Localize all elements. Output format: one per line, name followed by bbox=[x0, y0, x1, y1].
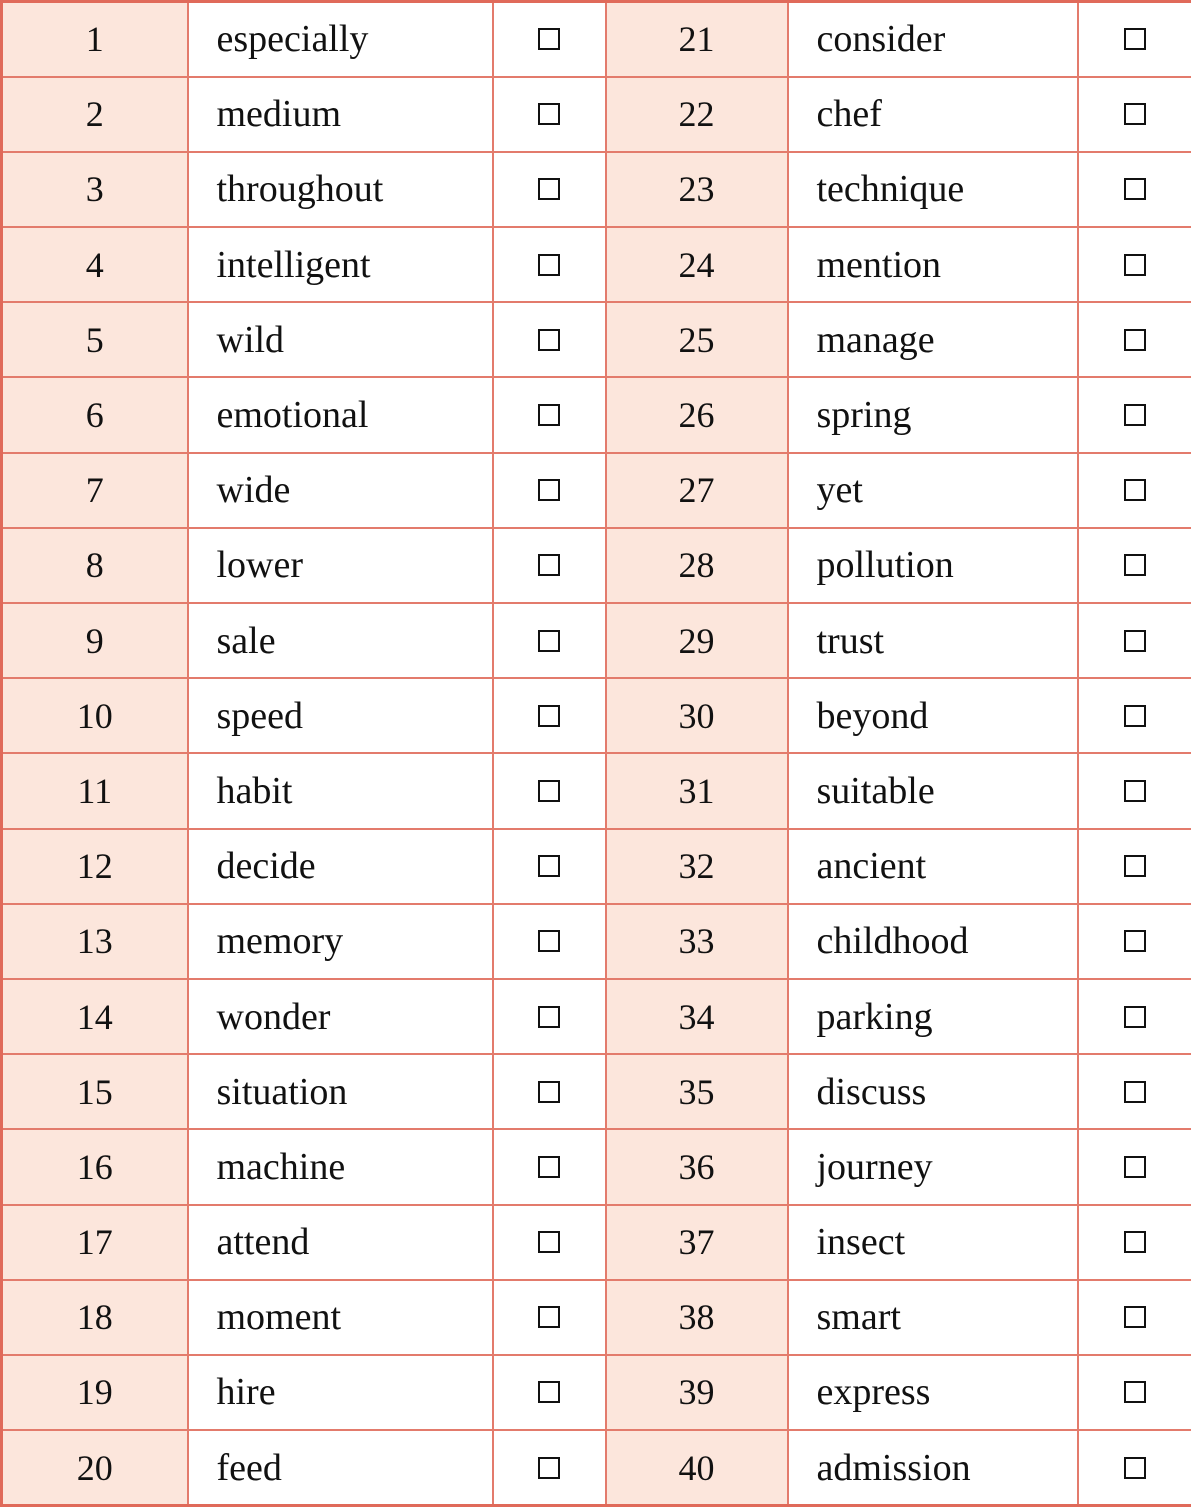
word-number: 15 bbox=[2, 1054, 188, 1129]
empty-square-icon[interactable] bbox=[1124, 254, 1146, 276]
vocabulary-word: habit bbox=[188, 753, 493, 828]
empty-square-icon[interactable] bbox=[1124, 705, 1146, 727]
word-number: 1 bbox=[2, 2, 188, 77]
empty-square-icon[interactable] bbox=[1124, 1306, 1146, 1328]
word-number: 31 bbox=[606, 753, 788, 828]
empty-square-icon[interactable] bbox=[1124, 1457, 1146, 1479]
word-number: 27 bbox=[606, 453, 788, 528]
table-row bbox=[2, 1280, 1191, 1355]
empty-square-icon[interactable] bbox=[538, 28, 560, 50]
checkbox-cell bbox=[493, 152, 606, 227]
vocabulary-word: wild bbox=[188, 302, 493, 377]
word-number: 26 bbox=[606, 377, 788, 452]
empty-square-icon[interactable] bbox=[1124, 1006, 1146, 1028]
word-number: 25 bbox=[606, 302, 788, 377]
word-number: 6 bbox=[2, 377, 188, 452]
vocabulary-word: express bbox=[788, 1355, 1078, 1430]
table-row bbox=[2, 377, 1191, 452]
vocabulary-word: throughout bbox=[188, 152, 493, 227]
word-number: 21 bbox=[606, 2, 788, 77]
empty-square-icon[interactable] bbox=[538, 1081, 560, 1103]
empty-square-icon[interactable] bbox=[538, 103, 560, 125]
table-row bbox=[2, 1054, 1191, 1129]
vocabulary-word: especially bbox=[188, 2, 493, 77]
empty-square-icon[interactable] bbox=[538, 855, 560, 877]
table-row bbox=[2, 528, 1191, 603]
word-number: 16 bbox=[2, 1129, 188, 1204]
empty-square-icon[interactable] bbox=[1124, 103, 1146, 125]
empty-square-icon[interactable] bbox=[538, 1457, 560, 1479]
checkbox-cell bbox=[1078, 302, 1191, 377]
empty-square-icon[interactable] bbox=[1124, 1231, 1146, 1253]
checkbox-cell bbox=[1078, 1280, 1191, 1355]
empty-square-icon[interactable] bbox=[1124, 479, 1146, 501]
table-row bbox=[2, 152, 1191, 227]
vocabulary-word: technique bbox=[788, 152, 1078, 227]
checkbox-cell bbox=[1078, 1129, 1191, 1204]
table-row bbox=[2, 753, 1191, 828]
vocabulary-word: emotional bbox=[188, 377, 493, 452]
checkbox-cell bbox=[1078, 528, 1191, 603]
checkbox-cell bbox=[493, 678, 606, 753]
vocabulary-table-body bbox=[2, 2, 1191, 1506]
vocabulary-word: hire bbox=[188, 1355, 493, 1430]
word-number: 22 bbox=[606, 77, 788, 152]
vocabulary-word: memory bbox=[188, 904, 493, 979]
empty-square-icon[interactable] bbox=[1124, 329, 1146, 351]
checkbox-cell bbox=[493, 77, 606, 152]
table-row bbox=[2, 1205, 1191, 1280]
empty-square-icon[interactable] bbox=[538, 479, 560, 501]
vocabulary-word: medium bbox=[188, 77, 493, 152]
vocabulary-word: wonder bbox=[188, 979, 493, 1054]
checkbox-cell bbox=[493, 1430, 606, 1505]
checkbox-cell bbox=[1078, 829, 1191, 904]
word-number: 19 bbox=[2, 1355, 188, 1430]
word-number: 38 bbox=[606, 1280, 788, 1355]
empty-square-icon[interactable] bbox=[1124, 1081, 1146, 1103]
checkbox-cell bbox=[493, 1205, 606, 1280]
checkbox-cell bbox=[1078, 603, 1191, 678]
word-number: 4 bbox=[2, 227, 188, 302]
word-number: 17 bbox=[2, 1205, 188, 1280]
table-row bbox=[2, 904, 1191, 979]
word-number: 24 bbox=[606, 227, 788, 302]
checkbox-cell bbox=[493, 1129, 606, 1204]
empty-square-icon[interactable] bbox=[538, 404, 560, 426]
word-number: 14 bbox=[2, 979, 188, 1054]
empty-square-icon[interactable] bbox=[538, 554, 560, 576]
empty-square-icon[interactable] bbox=[538, 1231, 560, 1253]
vocabulary-word: journey bbox=[788, 1129, 1078, 1204]
word-number: 28 bbox=[606, 528, 788, 603]
empty-square-icon[interactable] bbox=[538, 254, 560, 276]
checkbox-cell bbox=[493, 2, 606, 77]
checkbox-cell bbox=[493, 528, 606, 603]
checkbox-cell bbox=[1078, 1430, 1191, 1505]
vocabulary-word: wide bbox=[188, 453, 493, 528]
empty-square-icon[interactable] bbox=[538, 930, 560, 952]
table-row bbox=[2, 829, 1191, 904]
checkbox-cell bbox=[1078, 979, 1191, 1054]
vocabulary-word: ancient bbox=[788, 829, 1078, 904]
word-number: 29 bbox=[606, 603, 788, 678]
vocabulary-word: discuss bbox=[788, 1054, 1078, 1129]
checkbox-cell bbox=[1078, 904, 1191, 979]
vocabulary-word: insect bbox=[788, 1205, 1078, 1280]
checkbox-cell bbox=[1078, 1355, 1191, 1430]
checkbox-cell bbox=[493, 453, 606, 528]
vocabulary-word: attend bbox=[188, 1205, 493, 1280]
vocabulary-word: admission bbox=[788, 1430, 1078, 1505]
vocabulary-word: sale bbox=[188, 603, 493, 678]
checkbox-cell bbox=[1078, 377, 1191, 452]
word-number: 23 bbox=[606, 152, 788, 227]
vocabulary-word: childhood bbox=[788, 904, 1078, 979]
empty-square-icon[interactable] bbox=[1124, 404, 1146, 426]
word-number: 7 bbox=[2, 453, 188, 528]
vocabulary-word: suitable bbox=[788, 753, 1078, 828]
word-number: 10 bbox=[2, 678, 188, 753]
empty-square-icon[interactable] bbox=[538, 1306, 560, 1328]
vocabulary-word: moment bbox=[188, 1280, 493, 1355]
vocabulary-word: pollution bbox=[788, 528, 1078, 603]
table-row bbox=[2, 979, 1191, 1054]
word-number: 9 bbox=[2, 603, 188, 678]
vocabulary-word: machine bbox=[188, 1129, 493, 1204]
word-number: 39 bbox=[606, 1355, 788, 1430]
checkbox-cell bbox=[1078, 2, 1191, 77]
empty-square-icon[interactable] bbox=[1124, 855, 1146, 877]
empty-square-icon[interactable] bbox=[538, 780, 560, 802]
checkbox-cell bbox=[493, 904, 606, 979]
word-number: 5 bbox=[2, 302, 188, 377]
word-number: 35 bbox=[606, 1054, 788, 1129]
empty-square-icon[interactable] bbox=[538, 1156, 560, 1178]
checkbox-cell bbox=[493, 1054, 606, 1129]
vocabulary-word: spring bbox=[788, 377, 1078, 452]
word-number: 3 bbox=[2, 152, 188, 227]
word-number: 32 bbox=[606, 829, 788, 904]
vocabulary-word: chef bbox=[788, 77, 1078, 152]
vocabulary-word: consider bbox=[788, 2, 1078, 77]
vocabulary-word: feed bbox=[188, 1430, 493, 1505]
vocabulary-word: situation bbox=[188, 1054, 493, 1129]
vocabulary-word: manage bbox=[788, 302, 1078, 377]
table-row bbox=[2, 1430, 1191, 1505]
table-row bbox=[2, 1355, 1191, 1430]
empty-square-icon[interactable] bbox=[1124, 1156, 1146, 1178]
checkbox-cell bbox=[493, 603, 606, 678]
vocabulary-word: yet bbox=[788, 453, 1078, 528]
empty-square-icon[interactable] bbox=[1124, 930, 1146, 952]
word-number: 34 bbox=[606, 979, 788, 1054]
table-row bbox=[2, 603, 1191, 678]
empty-square-icon[interactable] bbox=[1124, 28, 1146, 50]
vocabulary-word: mention bbox=[788, 227, 1078, 302]
vocabulary-word: intelligent bbox=[188, 227, 493, 302]
checkbox-cell bbox=[493, 979, 606, 1054]
word-number: 20 bbox=[2, 1430, 188, 1505]
checkbox-cell bbox=[493, 377, 606, 452]
empty-square-icon[interactable] bbox=[1124, 1381, 1146, 1403]
word-number: 37 bbox=[606, 1205, 788, 1280]
table-row bbox=[2, 227, 1191, 302]
checkbox-cell bbox=[1078, 678, 1191, 753]
checkbox-cell bbox=[1078, 77, 1191, 152]
word-number: 11 bbox=[2, 753, 188, 828]
empty-square-icon[interactable] bbox=[1124, 630, 1146, 652]
word-number: 40 bbox=[606, 1430, 788, 1505]
table-row bbox=[2, 302, 1191, 377]
empty-square-icon[interactable] bbox=[538, 329, 560, 351]
empty-square-icon[interactable] bbox=[1124, 178, 1146, 200]
vocabulary-word: speed bbox=[188, 678, 493, 753]
checkbox-cell bbox=[1078, 753, 1191, 828]
table-row bbox=[2, 678, 1191, 753]
vocabulary-word: lower bbox=[188, 528, 493, 603]
vocabulary-word: decide bbox=[188, 829, 493, 904]
checkbox-cell bbox=[493, 227, 606, 302]
word-number: 33 bbox=[606, 904, 788, 979]
empty-square-icon[interactable] bbox=[538, 178, 560, 200]
table-row bbox=[2, 1129, 1191, 1204]
vocabulary-word: beyond bbox=[788, 678, 1078, 753]
checkbox-cell bbox=[1078, 152, 1191, 227]
word-number: 13 bbox=[2, 904, 188, 979]
vocabulary-word: smart bbox=[788, 1280, 1078, 1355]
word-number: 36 bbox=[606, 1129, 788, 1204]
word-number: 18 bbox=[2, 1280, 188, 1355]
checkbox-cell bbox=[493, 1355, 606, 1430]
empty-square-icon[interactable] bbox=[538, 1381, 560, 1403]
checkbox-cell bbox=[493, 1280, 606, 1355]
checkbox-cell bbox=[493, 829, 606, 904]
empty-square-icon[interactable] bbox=[538, 630, 560, 652]
checkbox-cell bbox=[1078, 1054, 1191, 1129]
empty-square-icon[interactable] bbox=[1124, 780, 1146, 802]
word-number: 2 bbox=[2, 77, 188, 152]
vocabulary-word: trust bbox=[788, 603, 1078, 678]
checkbox-cell bbox=[1078, 453, 1191, 528]
checkbox-cell bbox=[1078, 1205, 1191, 1280]
empty-square-icon[interactable] bbox=[1124, 554, 1146, 576]
word-number: 12 bbox=[2, 829, 188, 904]
word-number: 30 bbox=[606, 678, 788, 753]
table-row bbox=[2, 453, 1191, 528]
empty-square-icon[interactable] bbox=[538, 705, 560, 727]
checkbox-cell bbox=[493, 302, 606, 377]
vocabulary-word: parking bbox=[788, 979, 1078, 1054]
empty-square-icon[interactable] bbox=[538, 1006, 560, 1028]
checkbox-cell bbox=[493, 753, 606, 828]
checkbox-cell bbox=[1078, 227, 1191, 302]
table-row bbox=[2, 2, 1191, 77]
word-number: 8 bbox=[2, 528, 188, 603]
table-row bbox=[2, 77, 1191, 152]
